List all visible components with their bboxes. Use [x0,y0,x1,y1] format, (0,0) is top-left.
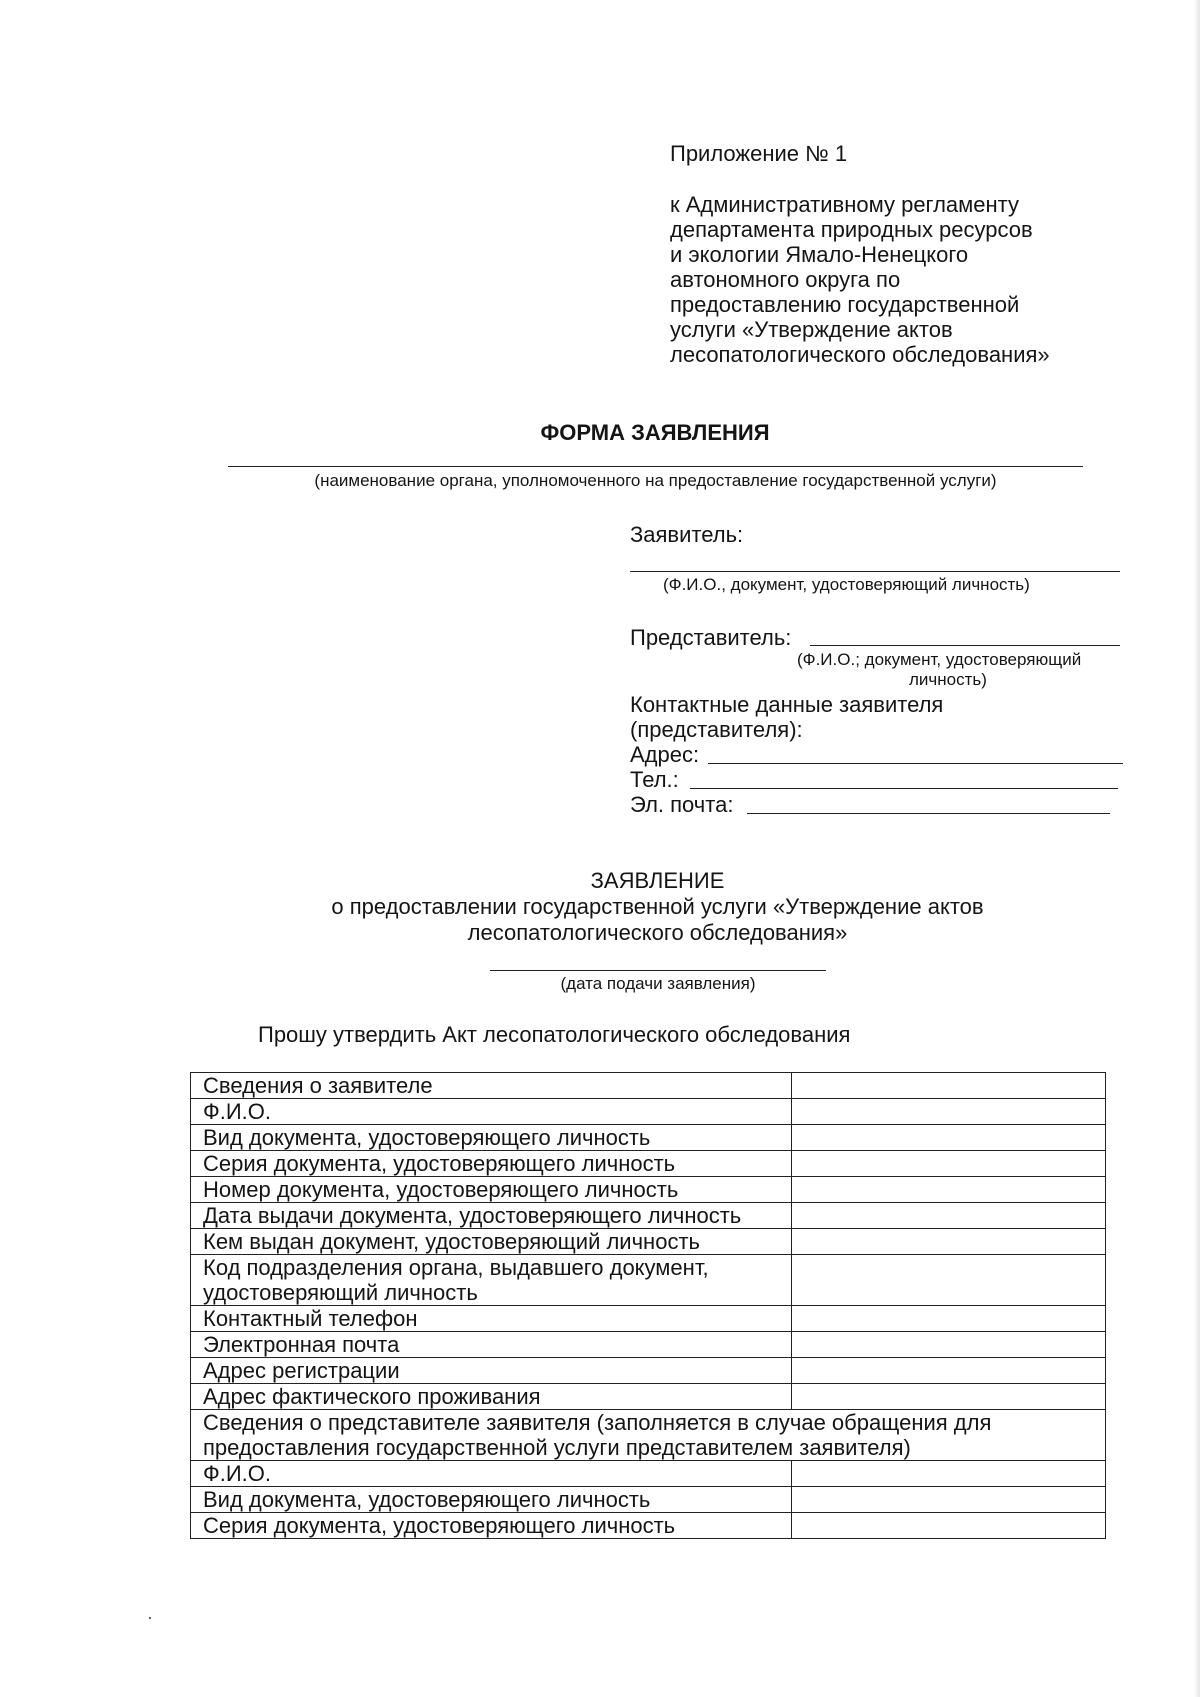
row-label: Кем выдан документ, удостоверяющий личность [191,1229,792,1255]
row-label: Дата выдачи документа, удостоверяющего личность [191,1203,792,1229]
row-label: Номер документа, удостоверяющего личность [191,1177,792,1203]
table-row [191,1203,1106,1229]
table-row [191,1073,1106,1099]
applicant-label: Заявитель: [630,522,744,547]
row-value-cell[interactable] [791,1487,1105,1513]
row-value-cell[interactable] [791,1255,1105,1306]
address-line [708,763,1123,764]
row-value-cell[interactable] [791,1306,1105,1332]
row-label: Ф.И.О. [191,1099,792,1125]
appendix-line: автономного округа по [670,267,901,292]
appendix-number: Приложение № 1 [670,141,848,166]
statement-title: ЗАЯВЛЕНИЕ [590,868,725,893]
appendix-line: департамента природных ресурсов [670,217,1033,242]
appendix-line: услуги «Утверждение актов [670,317,953,342]
row-label: Адрес фактического проживания [191,1384,792,1410]
page-edge [1194,0,1200,1697]
table-row [191,1384,1106,1410]
authority-line [228,466,1083,467]
table-row [191,1461,1106,1487]
row-label: Код подразделения органа, выдавшего документ, удостоверяющий личность [191,1255,792,1306]
row-label: Сведения о представителе заявителя (заполняется в случае обращения для предоставления государственной услуги представителем заявителя) [191,1410,1106,1461]
address-label: Адрес: [630,742,700,767]
row-value-cell[interactable] [791,1513,1105,1539]
row-value-cell[interactable] [791,1358,1105,1384]
table-row [191,1099,1106,1125]
table-row [191,1151,1106,1177]
row-label: Вид документа, удостоверяющего личность [191,1487,792,1513]
scan-speck [149,1617,151,1619]
appendix-line: предоставлению государственной [670,292,1020,317]
table-row [191,1229,1106,1255]
applicant-info-table [190,1072,1106,1539]
table-row [191,1513,1106,1539]
row-value-cell[interactable] [791,1099,1105,1125]
row-label: Серия документа, удостоверяющего личность [191,1513,792,1539]
table-row [191,1255,1106,1306]
appendix-line: лесопатологического обследования» [670,342,1050,367]
representative-line [810,645,1120,646]
statement-subtitle: лесопатологического обследования» [467,920,848,945]
form-title: ФОРМА ЗАЯВЛЕНИЯ [540,420,770,445]
table-row [191,1358,1106,1384]
row-label: Серия документа, удостоверяющего личность [191,1151,792,1177]
representative-caption: (Ф.И.О.; документ, удостоверяющий [797,650,1082,669]
authority-caption: (наименование органа, уполномоченного на предоставление государственной услуги) [314,471,997,490]
email-label: Эл. почта: [630,792,734,817]
row-label: Вид документа, удостоверяющего личность [191,1125,792,1151]
appendix-line: и экологии Ямало-Ненецкого [670,242,969,267]
table-row [191,1410,1106,1461]
row-value-cell[interactable] [791,1203,1105,1229]
date-caption: (дата подачи заявления) [560,974,756,993]
row-value-cell[interactable] [791,1332,1105,1358]
table-row [191,1487,1106,1513]
email-line [747,813,1110,814]
appendix-line: к Административному регламенту [670,192,1020,217]
representative-caption: личность) [909,670,987,689]
row-label: Ф.И.О. [191,1461,792,1487]
phone-line [690,788,1118,789]
applicant-caption: (Ф.И.О., документ, удостоверяющий личность) [663,575,1030,594]
row-value-cell[interactable] [791,1177,1105,1203]
representative-label: Представитель: [630,625,792,650]
table-row [191,1177,1106,1203]
row-value-cell[interactable] [791,1125,1105,1151]
table-row [191,1306,1106,1332]
row-value-cell[interactable] [791,1461,1105,1487]
row-value-cell[interactable] [791,1073,1105,1099]
row-value-cell[interactable] [791,1151,1105,1177]
row-value-cell[interactable] [791,1229,1105,1255]
table-row [191,1125,1106,1151]
applicant-line [630,571,1120,572]
contacts-heading: (представителя): [630,717,803,742]
row-label: Электронная почта [191,1332,792,1358]
row-label: Контактный телефон [191,1306,792,1332]
date-line [490,970,826,971]
phone-label: Тел.: [630,767,679,792]
row-label: Адрес регистрации [191,1358,792,1384]
contacts-heading: Контактные данные заявителя [630,692,944,717]
statement-subtitle: о предоставлении государственной услуги «Утверждение актов [331,894,984,919]
row-label: Сведения о заявителе [191,1073,792,1099]
table-row [191,1332,1106,1358]
request-text: Прошу утвердить Акт лесопатологического обследования [258,1022,851,1047]
row-value-cell[interactable] [791,1384,1105,1410]
